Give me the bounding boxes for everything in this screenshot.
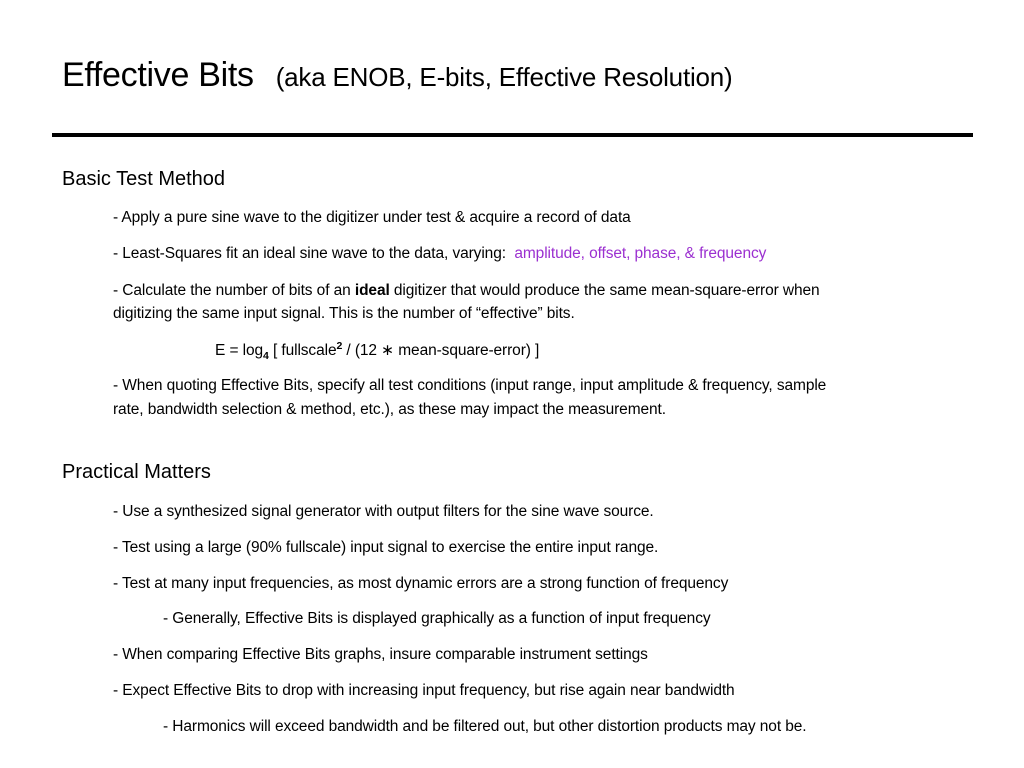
formula-log-base: 4: [263, 350, 269, 362]
practical-item-many-frequencies: - Test at many input frequencies, as most dynamic errors are a strong function of frequency: [113, 575, 729, 592]
practical-subitem-graphical: - Generally, Effective Bits is displayed graphically as a function of input frequency: [163, 610, 711, 627]
practical-item-large-signal: - Test using a large (90% fullscale) input signal to exercise the entire input range.: [113, 539, 659, 556]
practical-subitem-harmonics: - Harmonics will exceed bandwidth and be filtered out, but other distortion products may not be.: [163, 718, 807, 735]
section-heading-practical-matters: Practical Matters: [62, 461, 211, 483]
least-squares-text: - Least-Squares fit an ideal sine wave to the data, varying:: [113, 245, 506, 262]
formula-post: / (12 ∗ mean-square-error) ]: [342, 342, 540, 359]
calculate-text-ideal: ideal: [354, 282, 390, 299]
basic-item-calculate-line2: digitizing the same input signal. This is the number of “effective” bits.: [113, 305, 575, 322]
formula-pre: E = log: [215, 342, 263, 359]
formula-exponent: 2: [336, 340, 343, 352]
enob-formula: [215, 341, 539, 360]
calculate-text-pre: - Calculate the number of bits of an: [113, 282, 355, 299]
formula-mid: [ fullscale: [268, 342, 337, 359]
calculate-text-post: digitizer that would produce the same mean-square-error when: [389, 282, 820, 299]
practical-item-generator: - Use a synthesized signal generator with output filters for the sine wave source.: [113, 503, 654, 520]
fit-parameters: amplitude, offset, phase, & frequency: [514, 245, 767, 262]
slide-title: [62, 56, 733, 95]
title-main: Effective Bits: [62, 56, 254, 94]
basic-item-quoting: - When quoting Effective Bits, specify all test conditions (input range, input amplitude & frequency, sample: [113, 377, 827, 394]
basic-item-apply-sine: - Apply a pure sine wave to the digitizer under test & acquire a record of data: [113, 209, 631, 226]
basic-item-quoting-line2: rate, bandwidth selection & method, etc.), as these may impact the measurement.: [113, 401, 666, 418]
practical-item-comparing: - When comparing Effective Bits graphs, insure comparable instrument settings: [113, 646, 648, 663]
practical-item-expect-drop: - Expect Effective Bits to drop with increasing input frequency, but rise again near bandwidth: [113, 682, 735, 699]
basic-item-least-squares: [113, 245, 766, 263]
title-divider: [52, 133, 973, 137]
basic-item-calculate: [113, 282, 820, 300]
section-heading-basic-test-method: Basic Test Method: [62, 168, 226, 190]
title-subtitle: (aka ENOB, E-bits, Effective Resolution): [275, 62, 733, 92]
